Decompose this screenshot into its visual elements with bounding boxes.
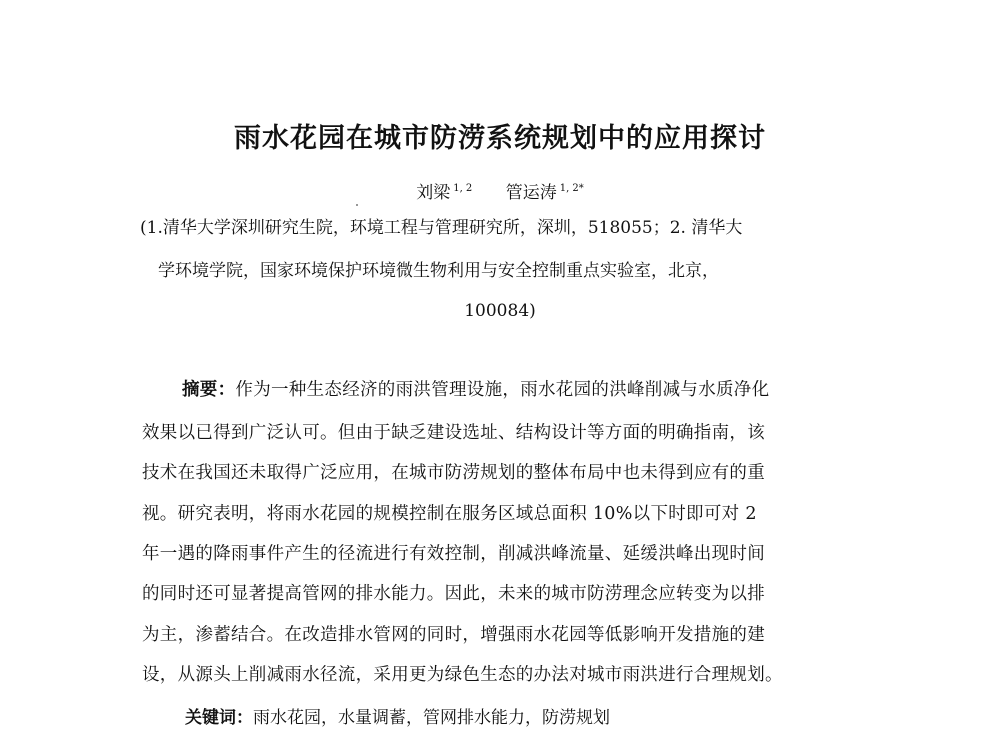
abstract-line: 的同时还可显著提高管网的排水能力。因此，未来的城市防涝理念应转变为以排 bbox=[142, 584, 765, 604]
abstract-line: 视。研究表明，将雨水花园的规模控制在服务区域总面积 10%以下时即可对 2 bbox=[142, 504, 757, 524]
author-1 bbox=[416, 178, 472, 203]
author-name: 管运涛 bbox=[505, 183, 557, 203]
affiliation-line-3: 100084) bbox=[464, 301, 536, 321]
affiliation-line-2: 学环境学院，国家环境保护环境微生物利用与安全控制重点实验室，北京， bbox=[158, 261, 719, 281]
abstract-label: 摘要： bbox=[182, 380, 236, 400]
keywords-text: 雨水花园，水量调蓄，管网排水能力，防涝规划 bbox=[253, 708, 610, 728]
keywords-label: 关键词： bbox=[185, 708, 253, 728]
author-2 bbox=[506, 178, 584, 203]
affiliation-line-1: (1.清华大学深圳研究生院，环境工程与管理研究所，深圳，518055；2. 清华大 bbox=[140, 218, 743, 238]
paper-title: 雨水花园在城市防涝系统规划中的应用探讨 bbox=[234, 123, 766, 154]
abstract-line: 效果以已得到广泛认可。但由于缺乏建设选址、结构设计等方面的明确指南，该 bbox=[142, 423, 765, 443]
author-list bbox=[0, 178, 1000, 203]
author-name: 刘梁 bbox=[416, 183, 451, 203]
abstract-line bbox=[182, 376, 769, 401]
abstract-text: 作为一种生态经济的雨洪管理设施，雨水花园的洪峰削减与水质净化 bbox=[235, 380, 770, 400]
abstract-line: 设，从源头上削减雨水径流，采用更为绿色生态的办法对城市雨洪进行合理规划。 bbox=[142, 665, 783, 685]
keywords bbox=[185, 703, 610, 728]
abstract-line: 为主，渗蓄结合。在改造排水管网的同时，增强雨水花园等低影响开发措施的建 bbox=[142, 625, 765, 645]
author-affiliation-mark: 1, 2 bbox=[453, 183, 473, 194]
abstract-line: 技术在我国还未取得广泛应用，在城市防涝规划的整体布局中也未得到应有的重 bbox=[142, 463, 765, 483]
scan-speck bbox=[356, 204, 358, 206]
abstract-line: 年一遇的降雨事件产生的径流进行有效控制，削减洪峰流量、延缓洪峰出现时间 bbox=[142, 544, 765, 564]
author-affiliation-mark: 1, 2* bbox=[559, 183, 584, 194]
